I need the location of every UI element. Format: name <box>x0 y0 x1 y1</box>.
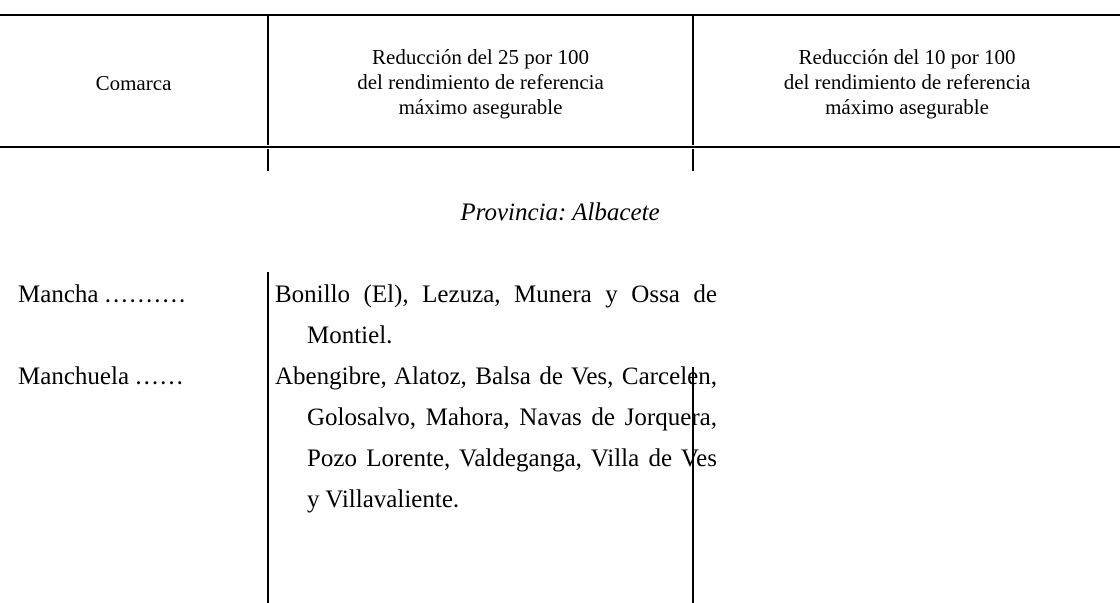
header-reduction-10-line1: Reducción del 10 por 100 <box>798 45 1016 69</box>
header-comarca: Comarca <box>95 71 172 95</box>
column-separator-1-stub <box>267 149 269 171</box>
header-reduction-10-line2: del rendimiento de referencia <box>783 70 1031 94</box>
row-leader-dots: .......... <box>104 281 188 308</box>
row-comarca-name: Mancha <box>18 281 99 308</box>
row-municipios-25: Abengibre, Alatoz, Balsa de Ves, Carcelen, Golosalvo, Mahora, Navas de Jorquera, Pozo Lorente, Valdeganga, Villa de Ves y Villavaliente. <box>275 363 717 513</box>
header-reduction-25-line2: del rendimiento de referencia <box>357 70 604 94</box>
row-municipios-25: Bonillo (El), Lezuza, Munera y Ossa de Montiel. <box>275 281 717 349</box>
header-reduction-25-line1: Reducción del 25 por 100 <box>372 45 589 69</box>
row-leader-dots: ...... <box>135 363 185 390</box>
column-separator-1-body <box>267 272 269 603</box>
header-reduction-10 <box>694 45 1120 120</box>
province-caption: Provincia: Albacete <box>460 199 660 226</box>
row-comarca-label <box>18 356 258 397</box>
header-reduction-25 <box>269 45 692 120</box>
table-header-bottom-rule <box>0 146 1120 148</box>
header-reduction-25-line3: máximo asegurable <box>398 95 563 119</box>
row-comarca-label <box>18 274 258 315</box>
row-comarca-name: Manchuela <box>18 363 130 390</box>
column-separator-2-stub <box>692 149 694 171</box>
table-top-rule <box>0 14 1120 16</box>
header-reduction-10-line3: máximo asegurable <box>825 95 989 119</box>
